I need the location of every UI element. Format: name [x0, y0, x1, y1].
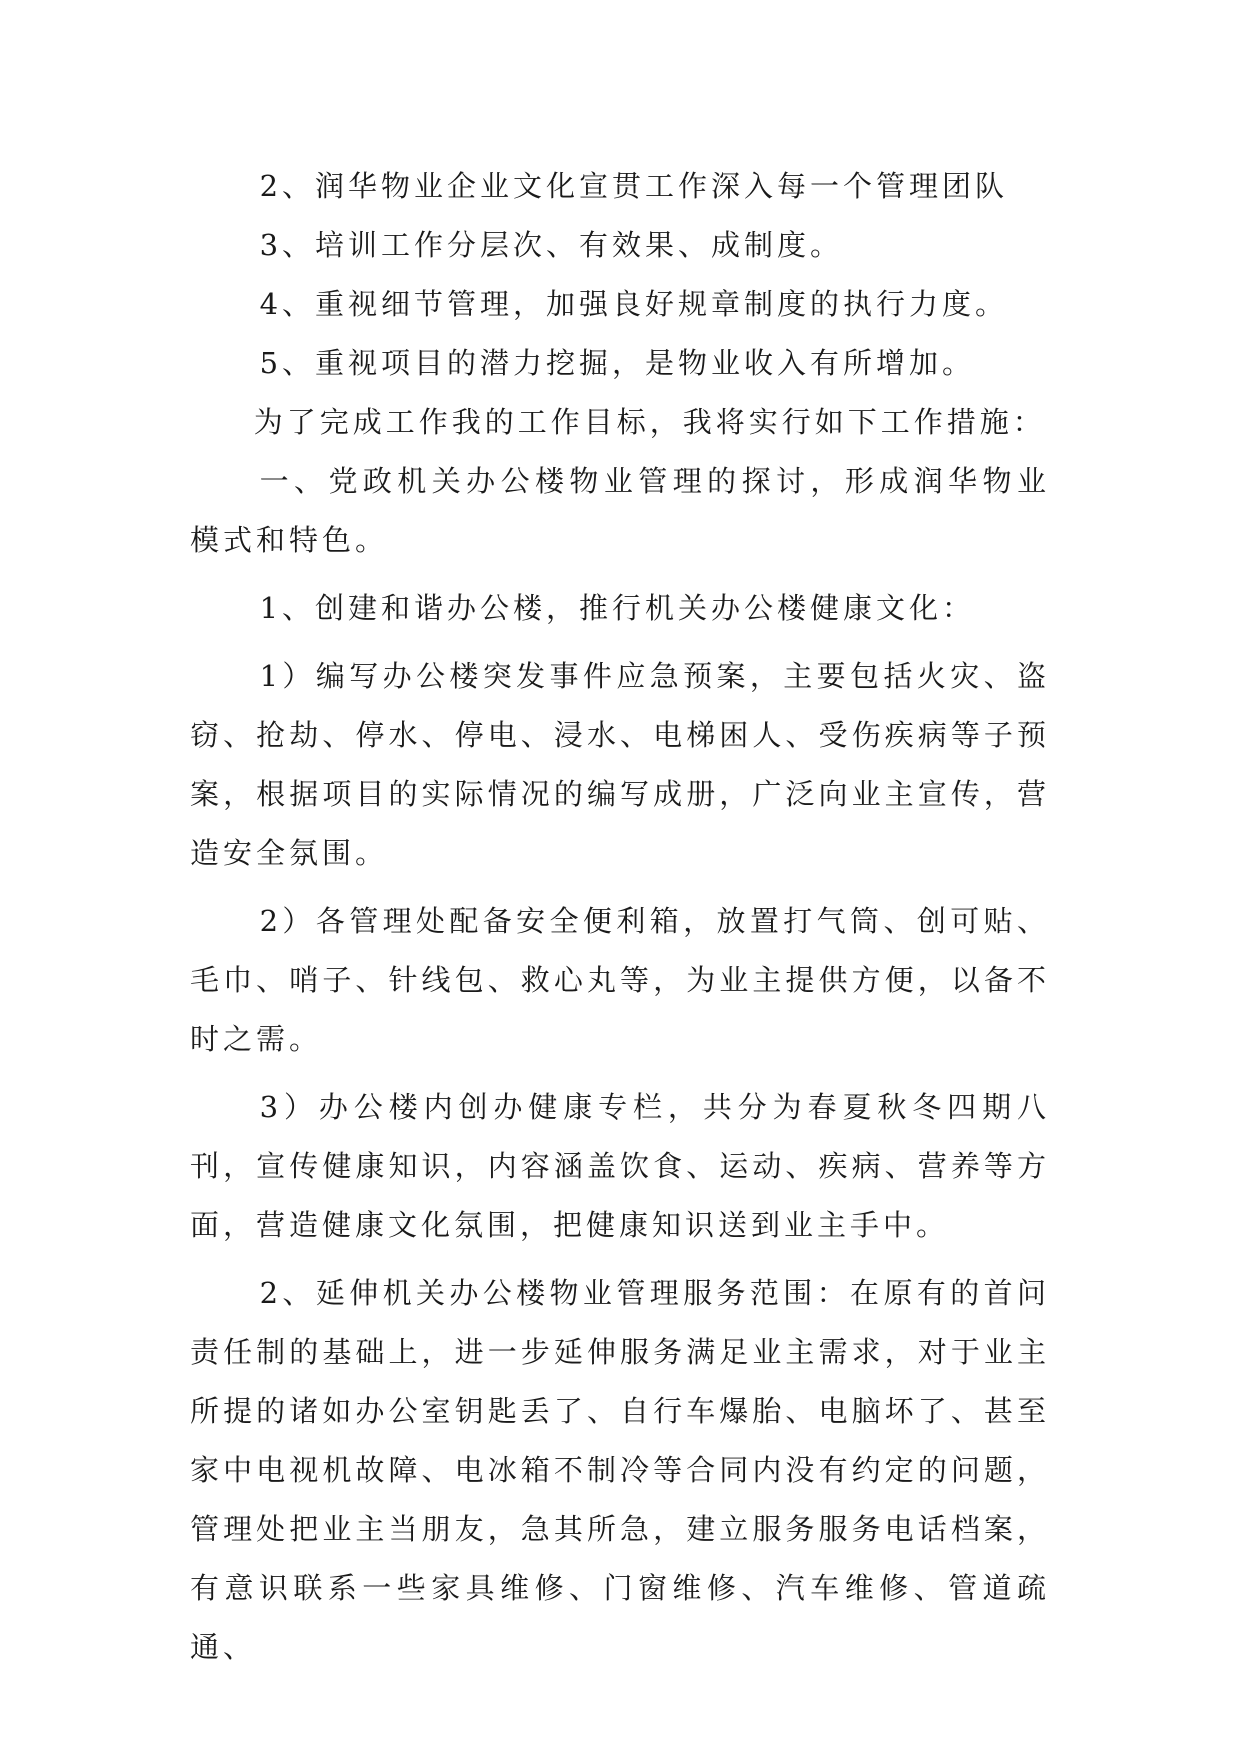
paragraph-section-1: 一、党政机关办公楼物业管理的探讨，形成润华物业模式和特色。: [190, 464, 1050, 557]
document-body: [190, 157, 1050, 1677]
paragraph-subitem-3: 3）办公楼内创办健康专栏，共分为春夏秋冬四期八刊，宣传健康知识，内容涵盖饮食、运动、疾病、营养等方面，营造健康文化氛围，把健康知识送到业主手中。: [190, 1090, 1050, 1242]
paragraph-goal-5: 5、重视项目的潜力挖掘，是物业收入有所增加。: [259, 346, 976, 380]
paragraph-subitem-1: 1）编写办公楼突发事件应急预案，主要包括火灾、盗窃、抢劫、停水、停电、浸水、电梯困人、受伤疾病等子预案，根据项目的实际情况的编写成册，广泛向业主宣传，营造安全氛围。: [190, 659, 1050, 870]
paragraph-goal-2: 2、润华物业企业文化宣贯工作深入每一个管理团队: [259, 169, 1009, 203]
paragraph-item-1: 1、创建和谐办公楼，推行机关办公楼健康文化：: [259, 591, 976, 625]
paragraph-goal-3: 3、培训工作分层次、有效果、成制度。: [259, 228, 844, 262]
paragraph-goal-4: 4、重视细节管理，加强良好规章制度的执行力度。: [259, 287, 1009, 321]
paragraph-item-2: 2、延伸机关办公楼物业管理服务范围：在原有的首问责任制的基础上，进一步延伸服务满足业主需求，对于业主所提的诸如办公室钥匙丢了、自行车爆胎、电脑坏了、甚至家中电视机故障、电冰箱不制冷等合同内没有约定的问题，管理处把业主当朋友，急其所急，建立服务服务电话档案，有意识联系一些家具维修、门窗维修、汽车维修、管道疏通、: [190, 1276, 1050, 1664]
paragraph-subitem-2: 2）各管理处配备安全便利箱，放置打气筒、创可贴、毛巾、哨子、针线包、救心丸等，为业主提供方便，以备不时之需。: [190, 904, 1050, 1056]
paragraph-measures-intro: 为了完成工作我的工作目标，我将实行如下工作措施：: [253, 405, 1046, 439]
